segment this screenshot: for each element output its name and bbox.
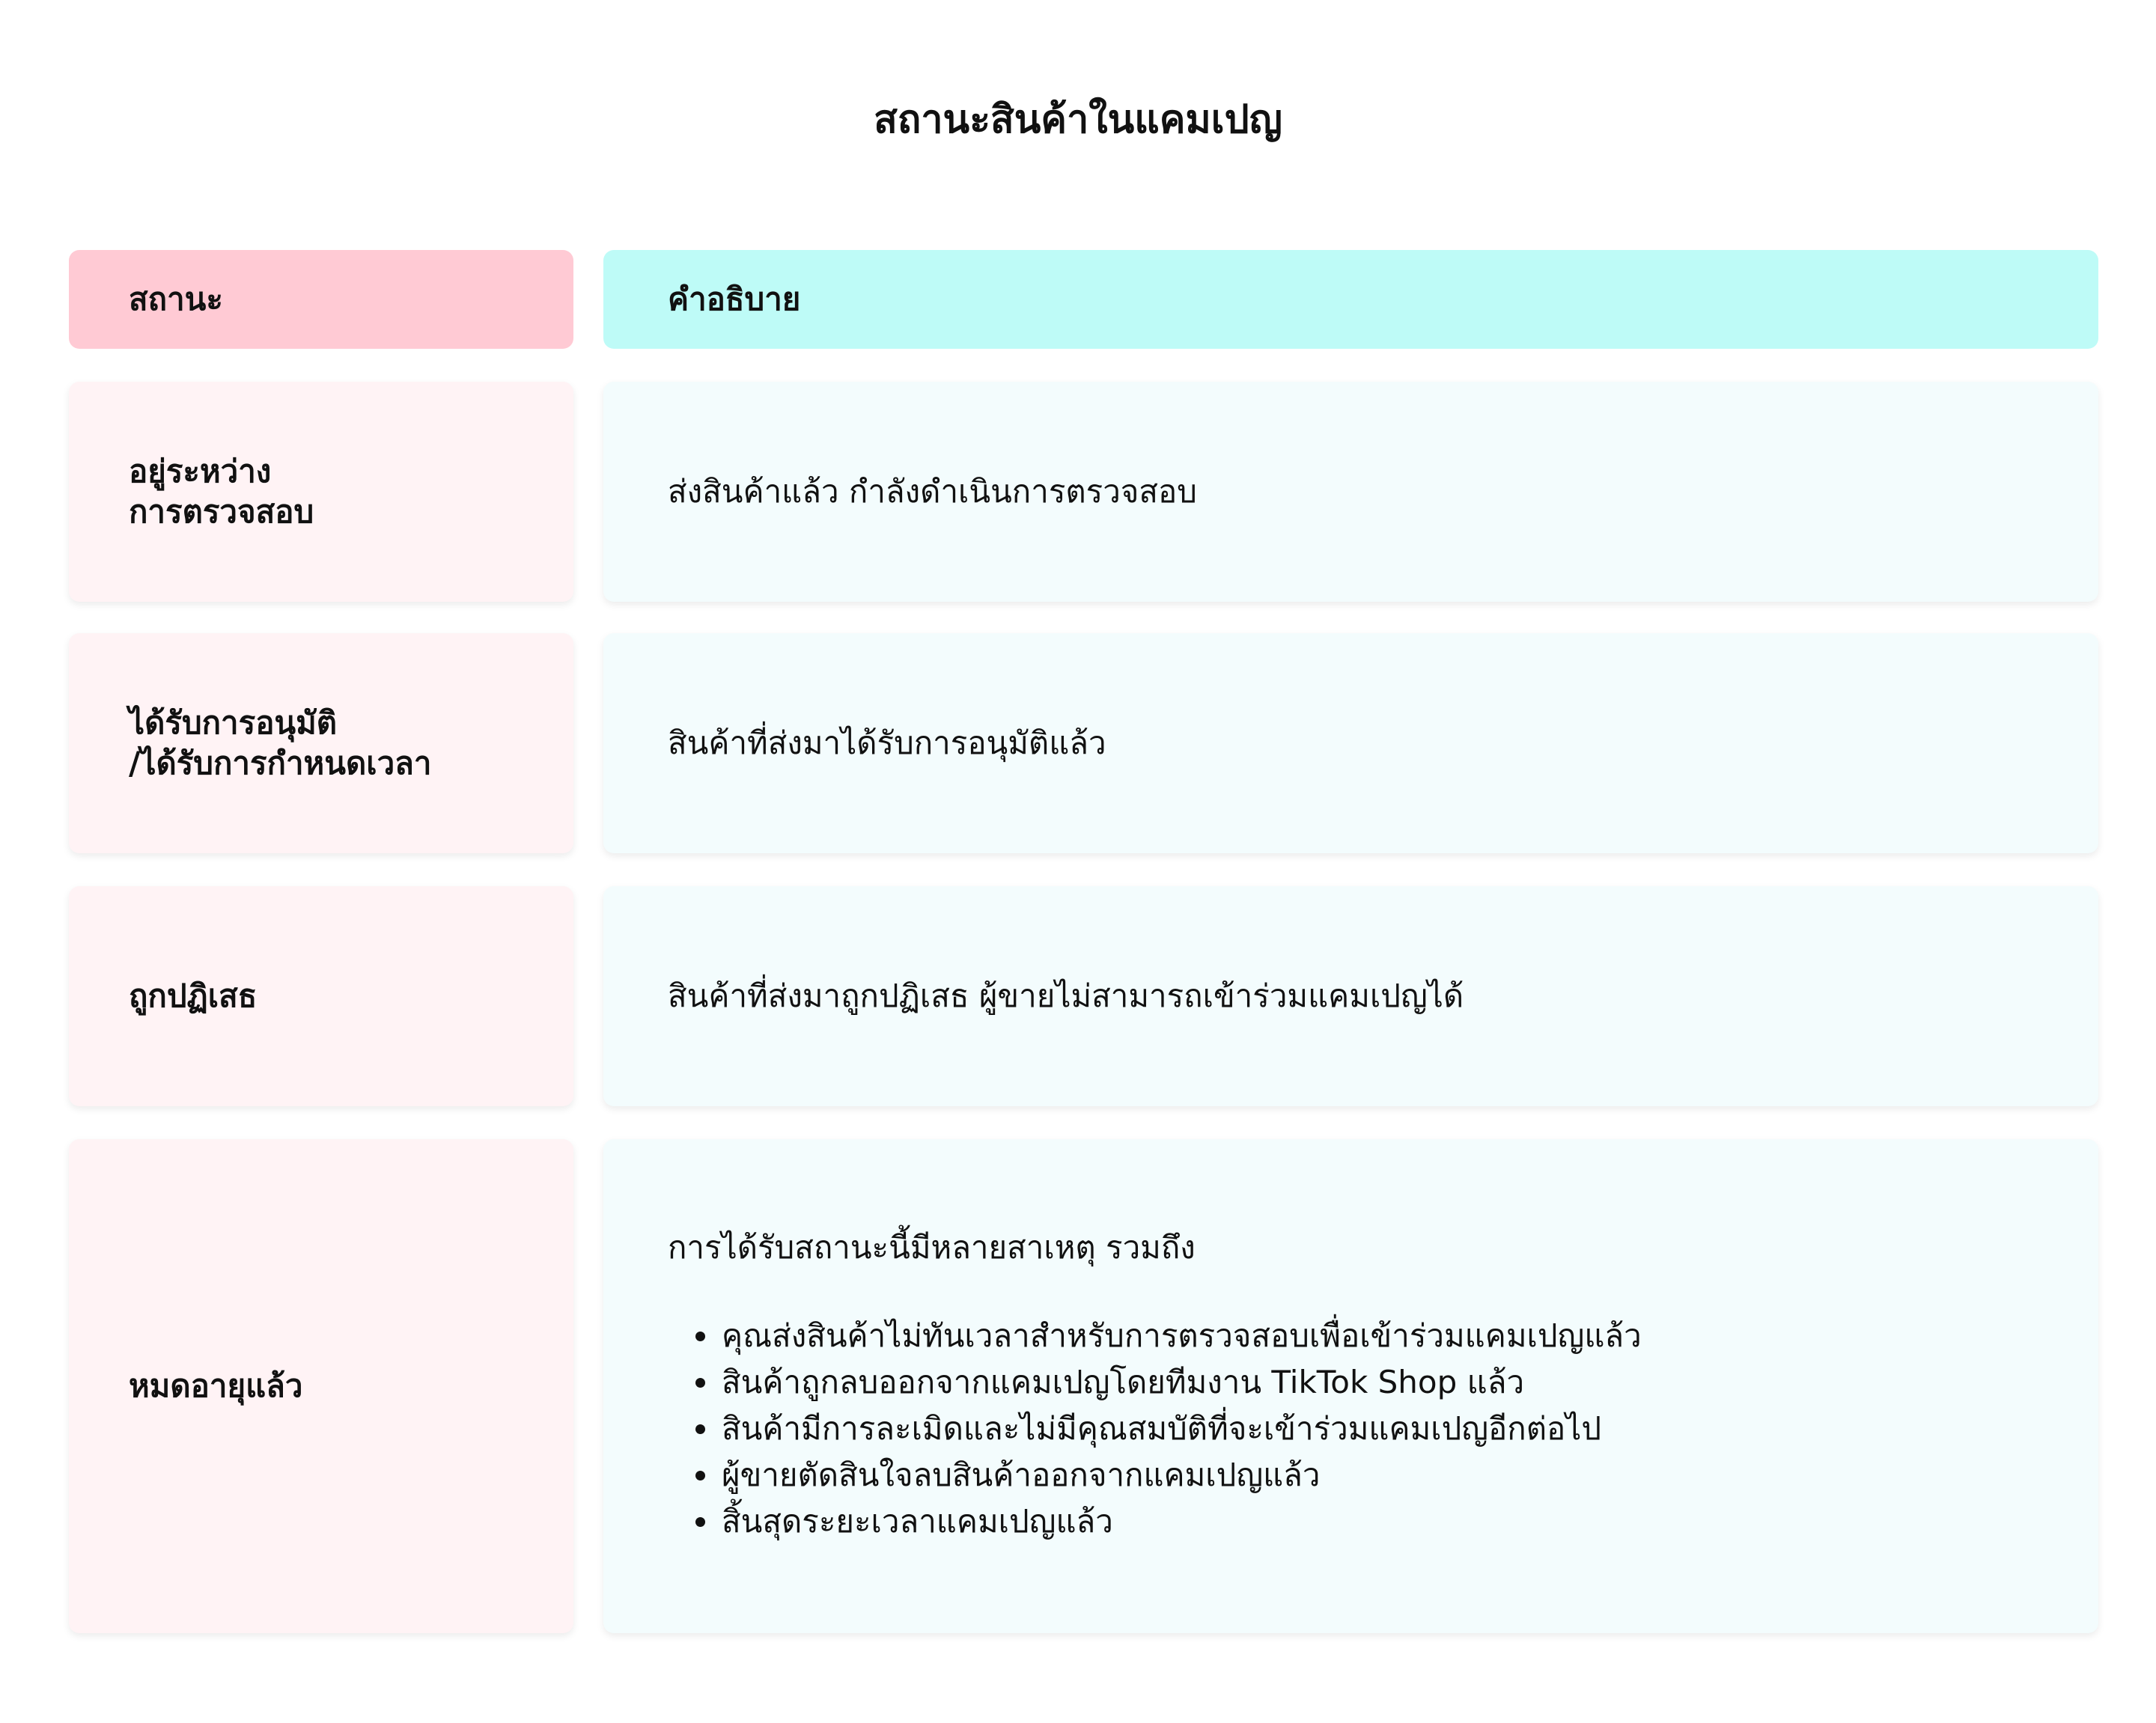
description-cell-rejected [603, 886, 2098, 1106]
description-cell-approved [603, 633, 2098, 853]
reason-item: • ผู้ขายตัดสินใจลบสินค้าออกจากแคมเปญแล้ว [720, 1452, 1642, 1498]
column-header-description: คำอธิบาย [603, 250, 2098, 349]
description-intro: การได้รับสถานะนี้มีหลายสาเหตุ รวมถึง [668, 1229, 1196, 1266]
status-label-line: /ได้รับการกำหนดเวลา [129, 745, 432, 781]
description-cell-expired [603, 1139, 2098, 1633]
status-label-line: การตรวจสอบ [129, 493, 314, 530]
reason-list [668, 1313, 1642, 1545]
reason-item: • คุณส่งสินค้าไม่ทันเวลาสำหรับการตรวจสอบเพื่อเข้าร่วมแคมเปญแล้ว [720, 1313, 1642, 1359]
column-header-status: สถานะ [69, 250, 573, 349]
description-text: ส่งสินค้าแล้ว กำลังดำเนินการตรวจสอบ [668, 473, 1197, 510]
reason-item: • สินค้าถูกลบออกจากแคมเปญโดยทีมงาน TikTok Shop แล้ว [720, 1359, 1642, 1406]
page-title: สถานะสินค้าในแคมเปญ [874, 97, 1282, 142]
status-label-line: ถูกปฏิเสธ [129, 978, 258, 1014]
status-label-line: หมดอายุแล้ว [129, 1367, 303, 1404]
reason-item: • สิ้นสุดระยะเวลาแคมเปญแล้ว [720, 1498, 1642, 1545]
status-label-line: ได้รับการอนุมัติ [129, 704, 338, 741]
description-text: สินค้าที่ส่งมาถูกปฏิเสธ ผู้ขายไม่สามารถเข้าร่วมแคมเปญได้ [668, 978, 1464, 1014]
description-text: สินค้าที่ส่งมาได้รับการอนุมัติแล้ว [668, 725, 1106, 761]
reason-item: • สินค้ามีการละเมิดและไม่มีคุณสมบัติที่จะเข้าร่วมแคมเปญอีกต่อไป [720, 1406, 1642, 1452]
status-cell-in-review [69, 382, 573, 602]
status-cell-rejected [69, 886, 573, 1106]
status-label-line: อยู่ระหว่าง [129, 453, 272, 490]
status-cell-expired [69, 1139, 573, 1633]
status-cell-approved [69, 633, 573, 853]
description-cell-in-review [603, 382, 2098, 602]
